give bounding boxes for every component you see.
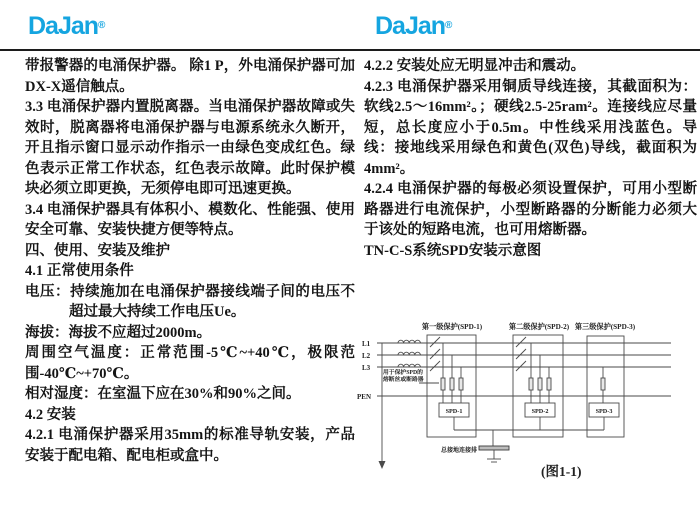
annotation-line1: 用于保护SPD的: [383, 370, 423, 376]
paragraph-4-2-4: 4.2.4 电涌保护器的每极必须设置保护，可用小型断路器进行电流保护，小型断路器的分断能力必须大于该处的短路电流，也可用熔断器。: [364, 181, 697, 238]
diagram-title: TN-C-S系统SPD安装示意图: [364, 242, 542, 259]
inductor-coils: [398, 340, 420, 367]
spd3-box-label: SPD-3: [595, 408, 613, 415]
paragraph-4-2-2: 4.2.2 安装处应无明显冲击和震动。: [364, 58, 586, 74]
registered-trademark-icon: ®: [445, 20, 453, 31]
earth-busbar: [479, 446, 509, 450]
header-divider: [0, 49, 700, 51]
annotation-line2: 熔断丝或断路器: [383, 377, 424, 383]
line-label-pen: PEN: [357, 393, 371, 401]
paragraph-4-1: 4.1 正常使用条件: [25, 263, 134, 279]
paragraph-temperature: 周围空气温度：正常范围-5℃~+40℃，极限范围-40℃~+70℃。: [25, 345, 355, 382]
paragraph-4-2-1: 4.2.1 电涌保护器采用35mm的标准导轨安装，产品安装于配电箱、配电柜或盒中。: [25, 427, 355, 464]
spd2-box-label: SPD-2: [531, 408, 549, 415]
spd1-box-label: SPD-1: [445, 408, 463, 415]
brand-name: DaJan: [28, 12, 99, 40]
line-label-l2: L2: [362, 352, 371, 360]
paragraph-altitude: 海拔：海拔不应超过2000m。: [25, 324, 212, 341]
paragraph-3-4: 3.4 电涌保护器具有体积小、模数化、性能强、使用安全可靠、安装快捷方便等特点。: [25, 201, 355, 238]
busbar-label: 总接地连接排: [440, 448, 477, 454]
stage-boxes: [427, 335, 624, 437]
paragraph-voltage: 电压：持续施加在电涌保护器接线端子间的电压不超过最大持续工作电压Ue。: [25, 283, 355, 320]
stage3-label: 第三级保护(SPD-3): [574, 323, 636, 331]
paragraph-3-3: 3.3 电涌保护器内置脱离器。当电涌保护器故障或失效时，脱离器将电涌保护器与电源系统永久断开，开且指示窗口显示动作指示一由绿色变成红色。绿色表示正常工作状态，红色表示故障。此时保护模块必须立即更换，无须停电即可迅速更换。: [25, 99, 355, 197]
registered-trademark-icon: ®: [98, 20, 106, 31]
stage2-label: 第二级保护(SPD-2): [508, 323, 570, 331]
left-column: [25, 56, 355, 466]
spd-wiring-diagram: [353, 312, 697, 488]
line-label-l1: L1: [362, 340, 371, 348]
right-column: [364, 56, 697, 261]
section-heading-4: 四、使用、安装及维护: [25, 242, 170, 259]
brand-logo: [375, 13, 452, 39]
paragraph-4-2-3: 4.2.3 电涌保护器采用铜质导线连接，其截面积为：软线2.5～16mm²。；硬线2.5-25ram²。连接线应尽量短，总长度应小于0.5m。中性线采用浅蓝色。导线：接地线采用绿色和黄色(双色)导线，截面积为4mm²。: [364, 78, 697, 177]
figure-caption: (图1-1): [541, 464, 582, 479]
stage1-label: 第一级保护(SPD-1): [421, 323, 483, 331]
brand-name: DaJan: [375, 12, 446, 40]
paragraph-humidity: 相对湿度：在室温下应在30%和90%之间。: [25, 386, 301, 402]
paragraph-intro: 带报警器的电涌保护器。 除1 P，外电涌保护器可加DX-X遥信触点。: [25, 58, 355, 95]
line-label-l3: L3: [362, 364, 371, 372]
paragraph-4-2: 4.2 安装: [25, 406, 76, 423]
incoming-feeder-arrow: [379, 343, 386, 469]
brand-logo: [28, 13, 105, 39]
